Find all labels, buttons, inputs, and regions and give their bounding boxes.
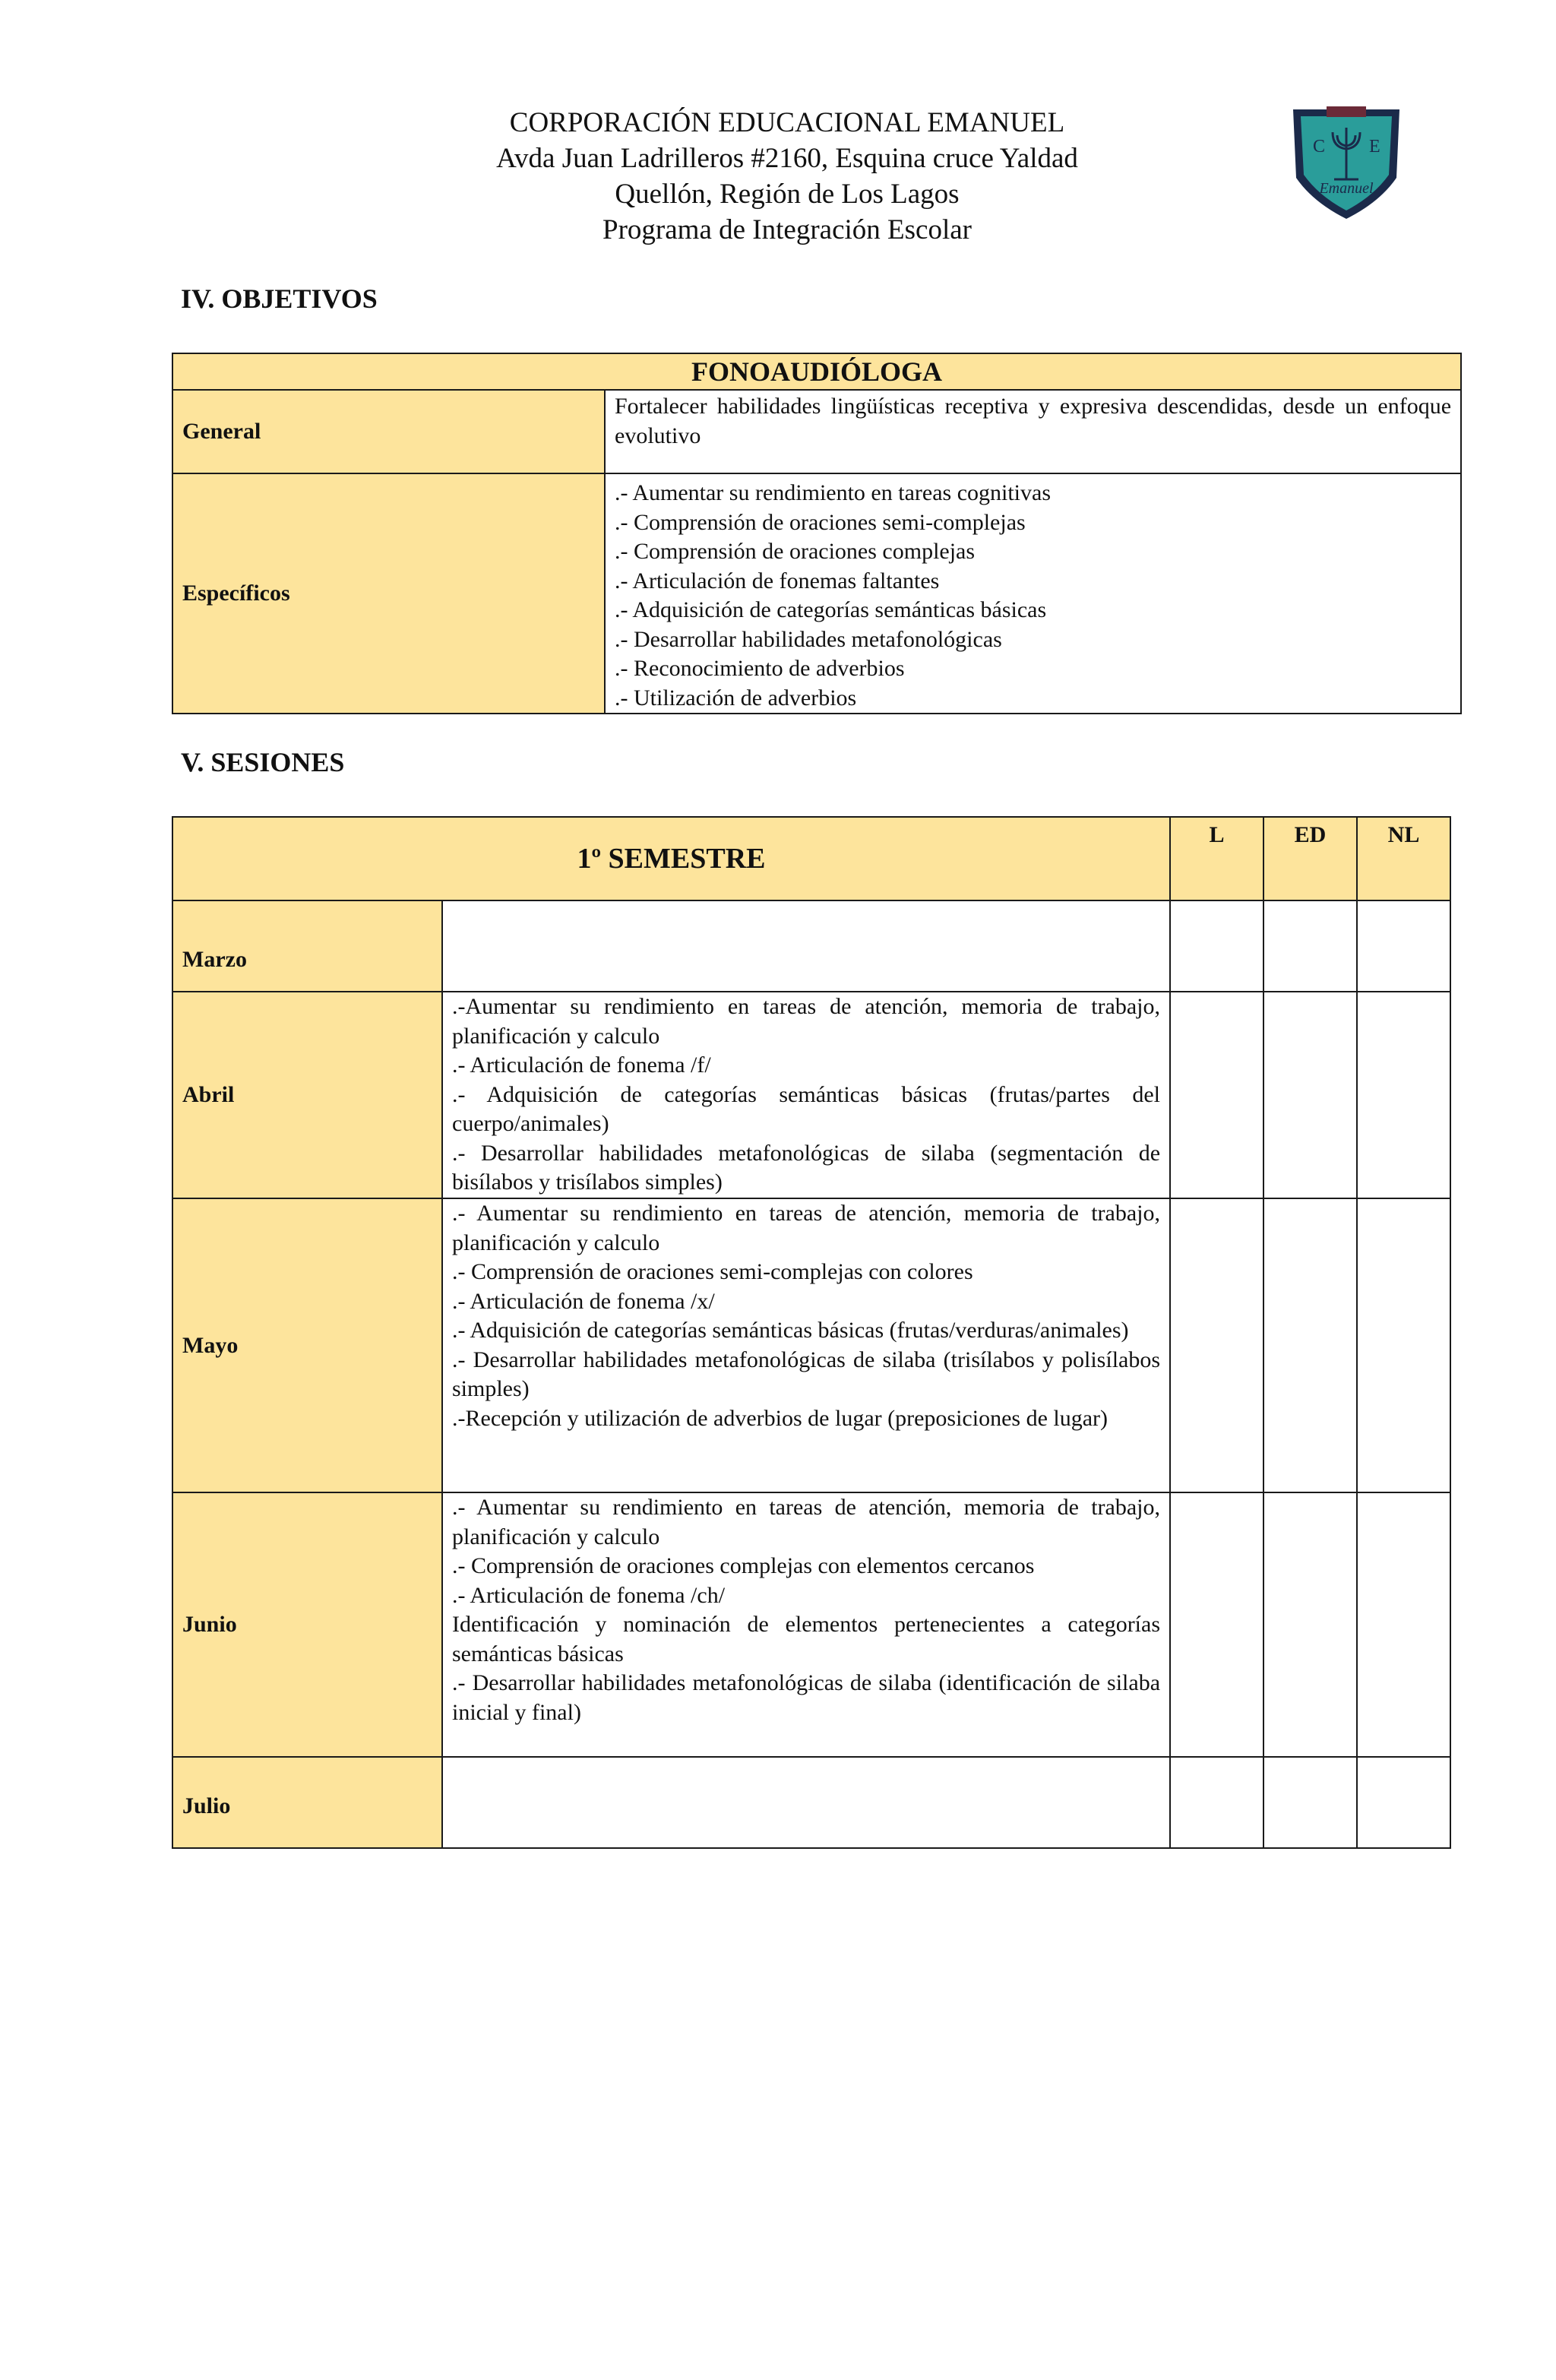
- check-cell-ed[interactable]: [1263, 1492, 1357, 1757]
- check-cell-nl[interactable]: [1357, 1198, 1450, 1492]
- check-cell-nl[interactable]: [1357, 992, 1450, 1198]
- general-label: General: [172, 390, 605, 473]
- program-name: Programa de Integración Escolar: [602, 214, 972, 245]
- month-label: Abril: [172, 992, 442, 1198]
- institution-region: Quellón, Región de Los Lagos: [615, 179, 960, 210]
- session-content: [442, 900, 1170, 992]
- month-label: Marzo: [172, 900, 442, 992]
- month-label: Julio: [172, 1757, 442, 1848]
- session-item: .- Articulación de fonema /x/: [452, 1288, 715, 1314]
- session-item: Identificación y nominación de elementos pertenecientes a categorías semánticas básicas: [452, 1612, 1161, 1666]
- objetivos-table: [172, 353, 1462, 714]
- table-row: [172, 992, 1450, 1198]
- institution-name: CORPORACIÓN EDUCACIONAL EMANUEL: [509, 107, 1065, 138]
- check-cell-l[interactable]: [1170, 1492, 1263, 1757]
- especificos-label: Específicos: [172, 473, 605, 714]
- session-item: .- Desarrollar habilidades metafonológicas de silaba (segmentación de bisílabos y trisílabos simples): [452, 1140, 1161, 1195]
- objetivos-heading: FONOAUDIÓLOGA: [172, 353, 1461, 390]
- session-content: [442, 1198, 1170, 1492]
- session-item: .- Articulación de fonema /ch/: [452, 1582, 726, 1608]
- especifico-item: .- Desarrollar habilidades metafonológicas: [615, 626, 1002, 652]
- semester-heading: 1º SEMESTRE: [172, 817, 1170, 900]
- session-item: .- Articulación de fonema /f/: [452, 1052, 711, 1078]
- especifico-item: .- Adquisición de categorías semánticas básicas: [615, 597, 1047, 622]
- logo-name: Emanuel: [1319, 180, 1374, 197]
- check-cell-l[interactable]: [1170, 900, 1263, 992]
- session-item: .-Aumentar su rendimiento en tareas de atención, memoria de trabajo, planificación y calculo: [452, 994, 1161, 1049]
- check-cell-l[interactable]: [1170, 1757, 1263, 1848]
- table-row: [172, 1492, 1450, 1757]
- session-item: .- Desarrollar habilidades metafonológicas de silaba (trisílabos y polisílabos simples): [452, 1347, 1161, 1401]
- session-item: .- Adquisición de categorías semánticas básicas (frutas/partes del cuerpo/animales): [452, 1081, 1161, 1136]
- session-content: [442, 1757, 1170, 1848]
- session-item: .- Comprensión de oraciones complejas con elementos cercanos: [452, 1553, 1035, 1578]
- especifico-item: .- Utilización de adverbios: [615, 685, 857, 711]
- check-cell-ed[interactable]: [1263, 1757, 1357, 1848]
- objetivos-title: IV. OBJETIVOS: [181, 283, 378, 314]
- check-cell-ed[interactable]: [1263, 1198, 1357, 1492]
- session-content: [442, 992, 1170, 1198]
- especificos-list: [605, 473, 1461, 714]
- session-item: .- Adquisición de categorías semánticas básicas (frutas/verduras/animales): [452, 1318, 1129, 1343]
- institution-address: Avda Juan Ladrilleros #2160, Esquina cruce Yaldad: [496, 143, 1078, 174]
- especifico-item: .- Aumentar su rendimiento en tareas cognitivas: [615, 480, 1051, 505]
- especifico-item: .- Comprensión de oraciones semi-complejas: [615, 509, 1026, 535]
- logo-letter-e: E: [1369, 137, 1380, 157]
- especifico-item: .- Comprensión de oraciones complejas: [615, 539, 976, 564]
- column-nl: NL: [1357, 817, 1450, 900]
- document-header: [304, 105, 1270, 248]
- month-label: Junio: [172, 1492, 442, 1757]
- especifico-item: .- Reconocimiento de adverbios: [615, 656, 905, 681]
- table-row: [172, 1198, 1450, 1492]
- session-item: .- Comprensión de oraciones semi-complejas con colores: [452, 1259, 973, 1284]
- check-cell-ed[interactable]: [1263, 992, 1357, 1198]
- column-l: L: [1170, 817, 1263, 900]
- sesiones-title: V. SESIONES: [181, 747, 345, 777]
- check-cell-nl[interactable]: [1357, 900, 1450, 992]
- session-item: .- Aumentar su rendimiento en tareas de atención, memoria de trabajo, planificación y calculo: [452, 1495, 1161, 1549]
- table-row: [172, 1757, 1450, 1848]
- school-logo: [1290, 105, 1403, 222]
- session-content: [442, 1492, 1170, 1757]
- check-cell-nl[interactable]: [1357, 1492, 1450, 1757]
- session-item: .- Desarrollar habilidades metafonológicas de silaba (identificación de silaba inicial y final): [452, 1670, 1161, 1725]
- session-item: .-Recepción y utilización de adverbios de lugar (preposiciones de lugar): [452, 1405, 1108, 1431]
- general-text: Fortalecer habilidades lingüísticas receptiva y expresiva descendidas, desde un enfoque evolutivo: [605, 390, 1461, 473]
- especifico-item: .- Articulación de fonemas faltantes: [615, 568, 940, 593]
- column-ed: ED: [1263, 817, 1357, 900]
- session-item: .- Aumentar su rendimiento en tareas de atención, memoria de trabajo, planificación y calculo: [452, 1201, 1161, 1255]
- month-label: Mayo: [172, 1198, 442, 1492]
- sesiones-table: [172, 816, 1451, 1849]
- table-row: [172, 900, 1450, 992]
- check-cell-nl[interactable]: [1357, 1757, 1450, 1848]
- check-cell-ed[interactable]: [1263, 900, 1357, 992]
- check-cell-l[interactable]: [1170, 1198, 1263, 1492]
- logo-letter-c: C: [1313, 137, 1326, 157]
- check-cell-l[interactable]: [1170, 992, 1263, 1198]
